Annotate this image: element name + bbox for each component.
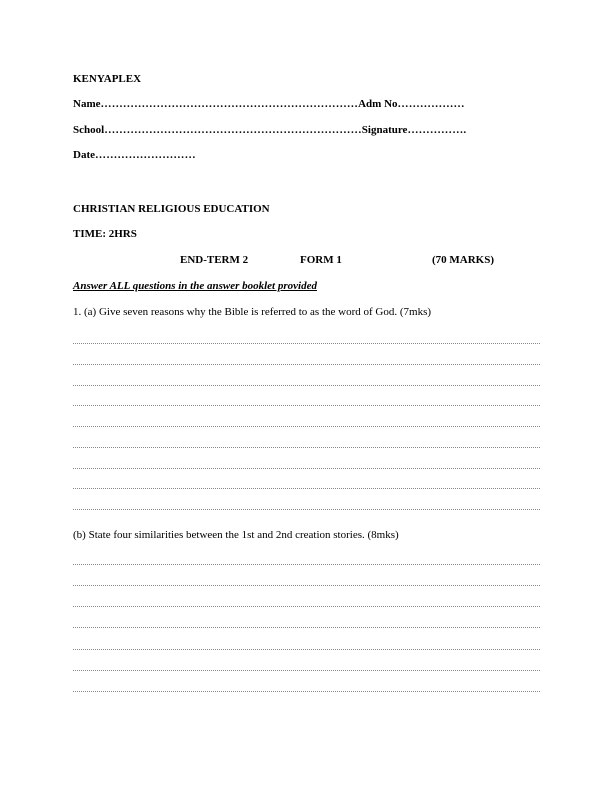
- subject-title: CHRISTIAN RELIGIOUS EDUCATION: [73, 203, 270, 215]
- adm-no-input-line[interactable]: ………………: [397, 98, 465, 110]
- answer-line[interactable]: [73, 564, 540, 565]
- date-input-line[interactable]: ………………………: [95, 149, 196, 161]
- exam-time: TIME: 2HRS: [73, 228, 137, 240]
- answer-line[interactable]: [73, 405, 540, 406]
- question-1a: 1. (a) Give seven reasons why the Bible is referred to as the word of God. (7mks): [73, 306, 432, 318]
- date-label: Date: [73, 149, 95, 161]
- answer-line[interactable]: [73, 670, 540, 671]
- signature-label: Signature: [361, 124, 408, 136]
- school-label: School: [73, 124, 105, 136]
- name-input-line[interactable]: ……………………………………………………………: [100, 98, 359, 110]
- answer-line[interactable]: [73, 649, 540, 650]
- answer-line[interactable]: [73, 585, 540, 586]
- answer-line[interactable]: [73, 627, 540, 628]
- signature-input-line[interactable]: …………….: [407, 124, 467, 136]
- exam-marks: (70 MARKS): [432, 254, 495, 266]
- answer-line[interactable]: [73, 364, 540, 365]
- question-1b: (b) State four similarities between the 1st and 2nd creation stories. (8mks): [73, 529, 399, 541]
- answer-line[interactable]: [73, 343, 540, 344]
- answer-line[interactable]: [73, 426, 540, 427]
- adm-no-label: Adm No: [358, 98, 398, 110]
- exam-term: END-TERM 2: [180, 254, 249, 266]
- exam-info-row: [0, 254, 612, 267]
- name-field-row: [73, 98, 465, 111]
- answer-line[interactable]: [73, 385, 540, 386]
- exam-instruction: Answer ALL questions in the answer booklet provided: [73, 280, 317, 292]
- answer-line[interactable]: [73, 468, 540, 469]
- answer-line[interactable]: [73, 488, 540, 489]
- date-field-row: [73, 149, 196, 162]
- school-input-line[interactable]: ……………………………………………………………: [104, 124, 362, 136]
- name-label: Name: [73, 98, 101, 110]
- answer-line[interactable]: [73, 606, 540, 607]
- school-field-row: [73, 124, 466, 137]
- brand-title: KENYAPLEX: [73, 73, 142, 85]
- answer-line[interactable]: [73, 509, 540, 510]
- answer-line[interactable]: [73, 691, 540, 692]
- answer-line[interactable]: [73, 447, 540, 448]
- exam-form: FORM 1: [300, 254, 342, 266]
